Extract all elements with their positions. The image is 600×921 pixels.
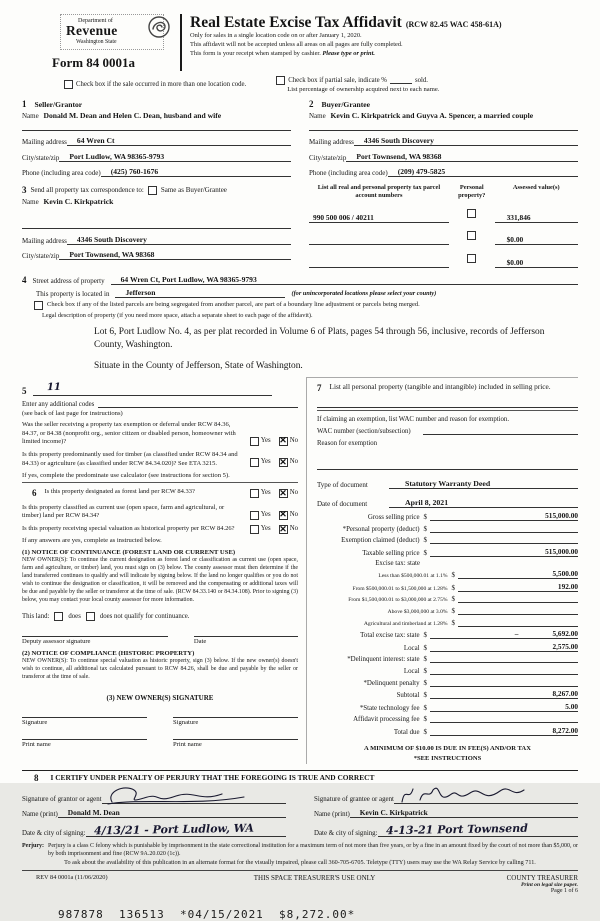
rate-row-tier-1: [317, 569, 578, 579]
treasurer-receipt-stamp: 987878 136513 *04/15/2021 $8,272.00*: [58, 908, 356, 921]
form-footer: [22, 870, 578, 894]
dollar-sign: $: [423, 513, 427, 521]
money-value: [430, 666, 578, 675]
no-checkbox[interactable]: [279, 489, 288, 498]
mid-columns: [22, 377, 578, 764]
money-row-subtotal: [317, 689, 578, 699]
divider: [317, 410, 578, 411]
section-1-seller: [22, 99, 291, 268]
perjury-lead: Perjury:: [22, 842, 44, 849]
grantor-date-field[interactable]: [86, 823, 286, 837]
grantee-signature-field[interactable]: [394, 785, 578, 804]
money-row-delinquent-interest: [317, 654, 578, 663]
same-as-buyer-checkbox[interactable]: [148, 186, 157, 195]
located-in-row: [22, 288, 578, 298]
does-label: does: [68, 612, 81, 620]
type-or-print-note: Please type or print.: [322, 49, 375, 57]
notice-continuance-body: NEW OWNER(S): To continue the current designation as forest land or classification as current use (open space, farm and agriculture, or timber) land, you must sign on (3) below. The county assessor must then determine if the land transferred continues to qualify and will indicate by signing below. If the land no longer qualifies or you do not wish to continue the designation or classification, it will be removed and the compensating or additional taxes will be due and payable by the seller or transferor at the time of sale. (RCW 84.33.140 or 84.34.108). Prior to signing (3) below, you may contact your local county assessor for more information.: [22, 557, 298, 603]
rate-value: [458, 618, 578, 627]
seller-mailing-value: 64 Wren Ct: [67, 136, 291, 146]
money-value: [430, 714, 578, 723]
money-row-delinquent-penalty: [317, 678, 578, 687]
money-value: [430, 535, 578, 544]
deputy-assessor-signature-row: [22, 636, 298, 645]
buyer-phone-value: (209) 479-5825: [388, 167, 578, 177]
section-3-number: 3: [22, 185, 27, 195]
legal-description-label: Legal description of property (if you need more space, attach a separate sheet to each page of the affidavit).: [42, 311, 313, 319]
dollar-sign: $: [423, 729, 427, 736]
money-row-personal-deduct: [317, 524, 578, 533]
yes-checkbox[interactable]: [250, 511, 259, 520]
new-owner-signature-title: (3) NEW OWNER(S) SIGNATURE: [106, 693, 214, 702]
yes-checkbox[interactable]: [250, 437, 259, 446]
dollar-sign: $: [423, 644, 427, 652]
yes-label: Yes: [260, 525, 271, 533]
yes-label: Yes: [260, 458, 271, 466]
rate-value: 5,500.00: [458, 569, 578, 579]
buyer-name-value: Kevin C. Kirkpatrick and Guyva A. Spencer, a married couple: [330, 110, 534, 120]
dollar-sign: $: [423, 692, 427, 700]
parcel-table: [309, 184, 578, 268]
rate-row-tier-3: [317, 594, 578, 603]
partial-sale-block: [276, 76, 439, 93]
personal-property-checkbox[interactable]: [467, 254, 476, 263]
money-row-exemption-deduct: [317, 535, 578, 544]
personal-property-checkbox[interactable]: [467, 231, 476, 240]
rate-row-agricultural: [317, 618, 578, 627]
partial-sale-checkbox[interactable]: [276, 76, 285, 85]
rate-value: 192.00: [458, 582, 578, 592]
assessed-value: $0.00: [495, 258, 578, 268]
grantor-name-value: Donald M. Dean: [58, 808, 286, 818]
document-date-row: [317, 498, 578, 508]
section-2-title: Buyer/Grantee: [321, 99, 371, 109]
dollar-sign: $: [423, 632, 427, 640]
money-value: 8,272.00: [430, 726, 578, 736]
correspondence-city-label: City/state/zip: [22, 252, 60, 260]
section-2-number: 2: [309, 98, 314, 109]
assessed-value: 331,846: [495, 213, 578, 223]
no-label: No: [289, 525, 298, 533]
header-note-1: Only for sales in a single location code on or after January 1, 2020.: [190, 32, 362, 39]
perjury-notice: [22, 842, 578, 858]
partial-sale-label: Check box if partial sale, indicate %: [288, 76, 387, 84]
question-text: Is this property predominantly used for timber (as classified under RCW 84.34 and 84.33) or agriculture (as classified under RCW 84.34.020)? See ETA 3215.: [22, 451, 238, 467]
parcel-number-value: 990 500 006 / 40211: [309, 213, 449, 223]
rate-row-tier-4: [317, 606, 578, 615]
money-label: Affidavit processing fee: [353, 716, 420, 724]
question-forest-land: [22, 488, 298, 500]
dept-revenue-label: Revenue: [66, 23, 118, 38]
personal-property-intro: List all personal property (tangible and intangible) included in selling price.: [329, 381, 551, 391]
tax-calculation-block: [317, 511, 578, 736]
section-7-column: [306, 377, 578, 764]
section-5-header: [22, 377, 298, 396]
money-value: [430, 654, 578, 663]
alternate-format-note: To ask about the availability of this publication in an alternate format for the visually impaired, please call 360-705-6705. Teletype (TTY) users may use the WA Relay Service by calling 711.: [64, 858, 536, 866]
multi-location-checkbox[interactable]: [64, 80, 73, 89]
segregated-label: Check box if any of the listed parcels are being segregated from another parcel, are part of a boundary line adjustment or parcels being merged.: [47, 300, 420, 308]
section-7-header: [317, 382, 578, 396]
dollar-sign: $: [423, 679, 427, 687]
personal-property-list-field[interactable]: [317, 395, 578, 408]
parties-columns: [22, 99, 578, 268]
yes-checkbox[interactable]: [250, 525, 259, 534]
seller-city-value: Port Ludlow, WA 98365-9793: [59, 152, 291, 162]
legal-paper-note: Print on legal size paper.: [520, 882, 578, 889]
parcel-number-value: [309, 236, 449, 245]
yes-label: Yes: [260, 489, 271, 497]
no-checkbox[interactable]: [279, 437, 288, 446]
money-value: 2,575.00: [430, 642, 578, 652]
section-8-certification: [22, 770, 578, 837]
assessed-value: $0.00: [495, 235, 578, 245]
parcel-row: [309, 250, 578, 268]
question-text: Is this property receiving special valuation as historical property per RCW 84.26?: [22, 525, 235, 533]
section-5-number: 5: [22, 385, 27, 396]
question-historical-property: [22, 525, 298, 535]
question-text: Is this property classified as current use (open space, farm and agricultural, or timber) land per RCW 84.34?: [22, 503, 225, 520]
dollar-sign: $: [451, 596, 455, 604]
this-land-label: This land:: [22, 612, 50, 620]
unincorporated-note: (for unincorporated locations please select your county): [291, 289, 437, 297]
segregated-checkbox-row: [34, 301, 578, 310]
yes-label: Yes: [260, 436, 271, 444]
parcel-numbers-header: List all real and personal property tax parcel account numbers: [317, 184, 441, 199]
grantor-signature-field[interactable]: [102, 785, 286, 804]
seller-name-label: Name: [22, 111, 39, 120]
page-number: Page 1 of 6: [550, 888, 578, 895]
partial-sale-sold-label: sold.: [414, 76, 428, 84]
certify-statement: I CERTIFY UNDER PENALTY OF PERJURY THAT THE FOREGOING IS TRUE AND CORRECT: [50, 772, 375, 782]
money-value: 8,267.00: [430, 689, 578, 699]
question-timber-agriculture: [22, 451, 298, 468]
notice-compliance-body: NEW OWNER(S): To continue special valuation as historic property, sign (3) below. If the new owner(s) doesn't wish to continue, all additional tax calculated pursuant to RCW 84.26, shall be due and payable by the seller or transferor at the time of sale.: [22, 657, 298, 680]
form-title: Real Estate Excise Tax Affidavit: [190, 14, 402, 31]
land-use-code-field[interactable]: [33, 377, 272, 396]
question-exemption-deferral: [22, 421, 298, 446]
minimum-fee-note: [317, 744, 578, 764]
section-4-property: [22, 275, 578, 371]
section-1-number: 1: [22, 98, 27, 109]
correspondence-city-value: Port Townsend, WA 98368: [59, 250, 291, 260]
correspondence-mailing-row: [22, 235, 291, 245]
parcel-table-header: [309, 184, 578, 200]
yes-checkbox[interactable]: [250, 489, 259, 498]
no-label: No: [289, 510, 298, 518]
money-row-taxable: [317, 547, 578, 557]
no-label: No: [289, 436, 298, 444]
grantor-signature-block: [22, 784, 286, 837]
rate-value: [458, 594, 578, 603]
deputy-assessor-signature-field[interactable]: Deputy assessor signature: [22, 636, 168, 645]
wac-number-label: WAC number (section/subsection): [317, 428, 411, 436]
grantee-signature-block: [314, 784, 578, 837]
top-checkbox-row: [64, 76, 578, 93]
money-value: [430, 678, 578, 687]
dept-of-revenue-stamp: [60, 14, 164, 50]
rate-label: Agricultural and timberland at 1.28%: [363, 620, 448, 627]
title-block: [180, 14, 578, 71]
multi-location-checkbox-line: [64, 76, 246, 93]
correspondence-name-label: Name: [22, 198, 39, 206]
grantee-name-value: Kevin C. Kirkpatrick: [350, 808, 578, 818]
header-note-2: This affidavit will not be accepted unless all areas on all pages are fully completed.: [190, 40, 403, 48]
stray-dash-mark: –: [514, 629, 519, 639]
revenue-swirl-logo-icon: [147, 15, 171, 39]
yes-label: Yes: [260, 510, 271, 518]
money-row-total-due: [317, 726, 578, 736]
rev-form-id: REV 84 0001a (11/06/2020): [36, 874, 108, 882]
form-header: [52, 14, 578, 71]
seller-city-label: City/state/zip: [22, 153, 60, 162]
money-label: Local: [403, 644, 420, 652]
section-2-buyer: [309, 99, 578, 268]
see-instructions-text: *SEE INSTRUCTIONS: [413, 754, 482, 762]
notice-continuance-title: (1) NOTICE OF CONTINUANCE (FOREST LAND OR CURRENT USE): [22, 549, 236, 557]
parcel-row: [309, 205, 578, 223]
document-date-label: Date of document: [317, 500, 368, 509]
money-value: 515,000.00: [430, 511, 578, 521]
parcel-row: [309, 227, 578, 245]
document-type-label: Type of document: [317, 481, 368, 490]
dollar-sign: $: [451, 572, 455, 580]
grantor-signature-label: Signature of grantor or agent: [22, 795, 102, 803]
seller-name-row: [22, 111, 291, 131]
rate-label: Less than $500,000.01 at 1.1%: [378, 573, 448, 580]
street-address-label: Street address of property: [32, 276, 105, 285]
legal-description-text: Lot 6, Port Ludlow No. 4, as per plat recorded in Volume 6 of Plats, pages 54 through 56, inclusive, records of Jefferson County, Washington.: [94, 326, 545, 350]
does-checkbox[interactable]: [54, 612, 63, 621]
excise-tax-state-header: Excise tax: state: [375, 559, 420, 567]
correspondence-name-row: [22, 197, 291, 211]
treasurer-use-label: THIS SPACE TREASURER'S USE ONLY: [253, 874, 376, 883]
correspondence-mailing-label: Mailing address: [22, 236, 67, 245]
dollar-sign: $: [423, 549, 427, 557]
money-label: Subtotal: [396, 692, 420, 700]
located-in-value: Jefferson: [115, 288, 285, 298]
does-not-checkbox[interactable]: [86, 612, 95, 621]
document-date-value: April 8, 2021: [389, 498, 578, 508]
grantor-signature-scribble: [104, 782, 254, 808]
seller-name-value: Donald M. Dean and Helen C. Dean, husband and wife: [43, 110, 222, 120]
header-note-3: [190, 50, 578, 59]
grantee-date-label: Date & city of signing:: [314, 829, 378, 837]
grantee-name-label: Name (print): [314, 811, 350, 819]
money-label: Gross selling price: [367, 513, 420, 521]
rate-value: [458, 606, 578, 615]
deputy-date-field[interactable]: Date: [194, 636, 298, 645]
dollar-sign: $: [423, 525, 427, 533]
money-label: Total due: [393, 729, 420, 736]
owner-print-name-field-1[interactable]: Print name: [22, 739, 147, 748]
seller-phone-value: (425) 760-1676: [101, 167, 291, 177]
header-note-3-text: This form is your receipt when stamped by cashier.: [190, 49, 321, 57]
additional-codes-row: [22, 399, 298, 408]
situate-text: Situate in the County of Jefferson, State of Washington.: [94, 360, 303, 371]
owner-print-name-field-2[interactable]: Print name: [173, 739, 298, 748]
dollar-sign: $: [423, 668, 427, 676]
buyer-city-row: [309, 152, 578, 162]
form-number: Form 84 0001a: [52, 54, 136, 70]
section-8-number: 8: [34, 772, 39, 783]
dollar-sign: $: [451, 584, 455, 592]
personal-property-checkbox[interactable]: [467, 209, 476, 218]
question-text: Is this property designated as forest land per RCW 84.33?: [44, 487, 195, 495]
money-label: Taxable selling price: [362, 549, 420, 557]
section-3-label: Send all property tax correspondence to:: [30, 186, 144, 194]
money-value: 5.00: [430, 702, 578, 712]
money-label: *Delinquent penalty: [363, 679, 420, 687]
grantee-date-field[interactable]: [378, 823, 578, 837]
rate-row-tier-2: [317, 582, 578, 592]
street-address-row: [22, 275, 578, 285]
street-address-value: 64 Wren Ct, Port Ludlow, WA 98365-9793: [111, 275, 578, 285]
dollar-sign: $: [451, 619, 455, 627]
question-text: Was the seller receiving a property tax exemption or deferral under RCW 84.36, 84.37, or 84.38 (nonprofit org., senior citizen or disabled person, homeowner with limited income)?: [22, 421, 236, 446]
document-type-row: [317, 479, 578, 489]
buyer-mailing-row: [309, 136, 578, 146]
money-row-local: [317, 642, 578, 652]
money-row-delinquent-local: [317, 666, 578, 675]
owner-print-name-row: [22, 739, 298, 748]
multi-location-label: Check box if the sale occurred in more than one location code.: [76, 80, 247, 88]
notice-compliance-title: (2) NOTICE OF COMPLIANCE (HISTORIC PROPERTY): [22, 649, 195, 657]
if-yes-note: If any answers are yes, complete as instructed below.: [22, 537, 162, 545]
assessed-value-header: Assessed value(s): [512, 184, 560, 191]
money-value: 515,000.00: [430, 547, 578, 557]
document-type-value: Statutory Warranty Deed: [389, 479, 578, 489]
yes-checkbox[interactable]: [250, 458, 259, 467]
no-checkbox[interactable]: [279, 458, 288, 467]
buyer-phone-label: Phone (including area code): [309, 169, 388, 177]
section-1-title: Seller/Grantor: [34, 99, 83, 109]
money-label: *State technology fee: [359, 704, 420, 712]
correspondence-blank-line[interactable]: [22, 218, 291, 229]
county-treasurer-label: COUNTY TREASURER: [506, 874, 578, 883]
section-3-correspondence: [22, 185, 291, 195]
additional-codes-label: Enter any additional codes: [22, 400, 95, 408]
grantee-signature-label: Signature of grantee or agent: [314, 795, 394, 803]
money-value: [430, 524, 578, 533]
no-checkbox[interactable]: [279, 525, 288, 534]
rate-label: From $500,000.01 to $1,500,000 at 1.28%: [352, 585, 448, 592]
money-label: *Delinquent interest: state: [347, 656, 420, 664]
predominate-use-note: If yes, complete the predominate use calculator (see instructions for section 5).: [22, 472, 298, 483]
seller-phone-label: Phone (including area code): [22, 169, 101, 177]
money-label: Total excise tax: state: [360, 632, 420, 640]
dollar-sign: $: [423, 537, 427, 545]
dept-top-label: Department of: [78, 18, 113, 24]
reason-for-exemption-label: Reason for exemption: [317, 440, 378, 448]
land-use-code-handwritten: 11: [46, 381, 61, 393]
seller-mailing-row: [22, 136, 291, 146]
money-label: *Personal property (deduct): [342, 525, 420, 533]
money-value: 5,692.00: [552, 629, 578, 639]
section-4-number: 4: [22, 274, 27, 285]
minimum-fee-text: A MINIMUM OF $10.00 IS DUE IN FEE(S) AND/OR TAX: [364, 745, 531, 752]
rate-label: From $1,500,000.01 to $3,000,000 at 2.75%: [348, 597, 448, 604]
grantor-name-label: Name (print): [22, 811, 58, 819]
wac-number-row: [317, 426, 578, 435]
see-back-note: (see back of last page for instructions): [22, 409, 123, 417]
correspondence-name-value: Kevin C. Kirkpatrick: [43, 197, 114, 206]
grantor-date-handwritten: 4/13/21 - Port Ludlow, WA: [93, 821, 254, 838]
buyer-mailing-label: Mailing address: [309, 138, 354, 146]
money-label: Local: [403, 668, 420, 676]
money-row-processing-fee: [317, 714, 578, 723]
buyer-name-row: [309, 111, 578, 131]
exemption-note: If claiming an exemption, list WAC number and reason for exemption.: [317, 416, 510, 424]
owner-signature-field-2[interactable]: Signature: [173, 717, 298, 726]
buyer-city-label: City/state/zip: [309, 153, 347, 162]
parcel-number-value: [309, 259, 449, 268]
money-row-total-state: [317, 629, 578, 639]
segregated-checkbox[interactable]: [34, 301, 43, 310]
land-qualify-row: [22, 612, 298, 621]
does-not-label: does not qualify for continuance.: [99, 612, 190, 620]
grantor-date-label: Date & city of signing:: [22, 829, 86, 837]
located-in-label: This property is located in: [36, 289, 110, 298]
agency-block: [52, 14, 180, 71]
grantee-signature-scribble: [396, 782, 536, 808]
buyer-phone-row: [309, 167, 578, 177]
owner-signature-row: [22, 717, 298, 726]
reason-for-exemption-field[interactable]: [317, 453, 578, 470]
seller-phone-row: [22, 167, 291, 177]
buyer-mailing-value: 4346 South Discovery: [354, 136, 578, 146]
money-row-technology-fee: [317, 702, 578, 712]
no-checkbox[interactable]: [279, 511, 288, 520]
section-6-number: 6: [32, 487, 37, 498]
section-7-number: 7: [317, 382, 322, 393]
dollar-sign: $: [423, 656, 427, 664]
wac-number-field[interactable]: [423, 426, 578, 435]
correspondence-mailing-value: 4346 South Discovery: [67, 235, 291, 245]
seller-city-row: [22, 152, 291, 162]
dollar-sign: $: [423, 716, 427, 724]
personal-property-header: Personal property?: [458, 184, 486, 199]
form-title-rcw-ref: (RCW 82.45 WAC 458-61A): [405, 20, 502, 29]
dollar-sign: $: [423, 704, 427, 712]
owner-signature-field-1[interactable]: Signature: [22, 717, 147, 726]
county-treasurer-block: [428, 874, 578, 894]
section-5-6-column: [22, 377, 306, 764]
money-label: Exemption claimed (deduct): [341, 537, 420, 545]
question-current-use: [22, 504, 298, 521]
partial-sale-percent-field[interactable]: [390, 76, 412, 84]
money-row-gross: [317, 511, 578, 521]
dollar-sign: $: [451, 608, 455, 616]
additional-codes-field[interactable]: [98, 399, 298, 408]
grantee-date-handwritten: 4-13-21 Port Townsend: [385, 821, 528, 838]
no-label: No: [289, 458, 298, 466]
dept-state-label: Washington State: [76, 38, 117, 45]
rate-label: Above $3,000,000 at 3.0%: [387, 609, 448, 616]
no-label: No: [289, 489, 298, 497]
buyer-name-label: Name: [309, 111, 326, 120]
partial-sale-checkbox-line: [276, 76, 439, 85]
correspondence-city-row: [22, 250, 291, 260]
buyer-city-value: Port Townsend, WA 98368: [346, 152, 578, 162]
perjury-body: Perjury is a class C felony which is punishable by imprisonment in the state correctional institution for a maximum term of not more than five years, or by a fine in an amount fixed by the court of not more than $5,000, or by both imprisonment and fine (RCW 9A.20.020 (1c)).: [48, 842, 578, 857]
same-as-buyer-label: Same as Buyer/Grantee: [160, 186, 227, 194]
ownership-percentage-note: List percentage of ownership acquired next to each name.: [287, 85, 440, 93]
seller-mailing-label: Mailing address: [22, 138, 67, 146]
